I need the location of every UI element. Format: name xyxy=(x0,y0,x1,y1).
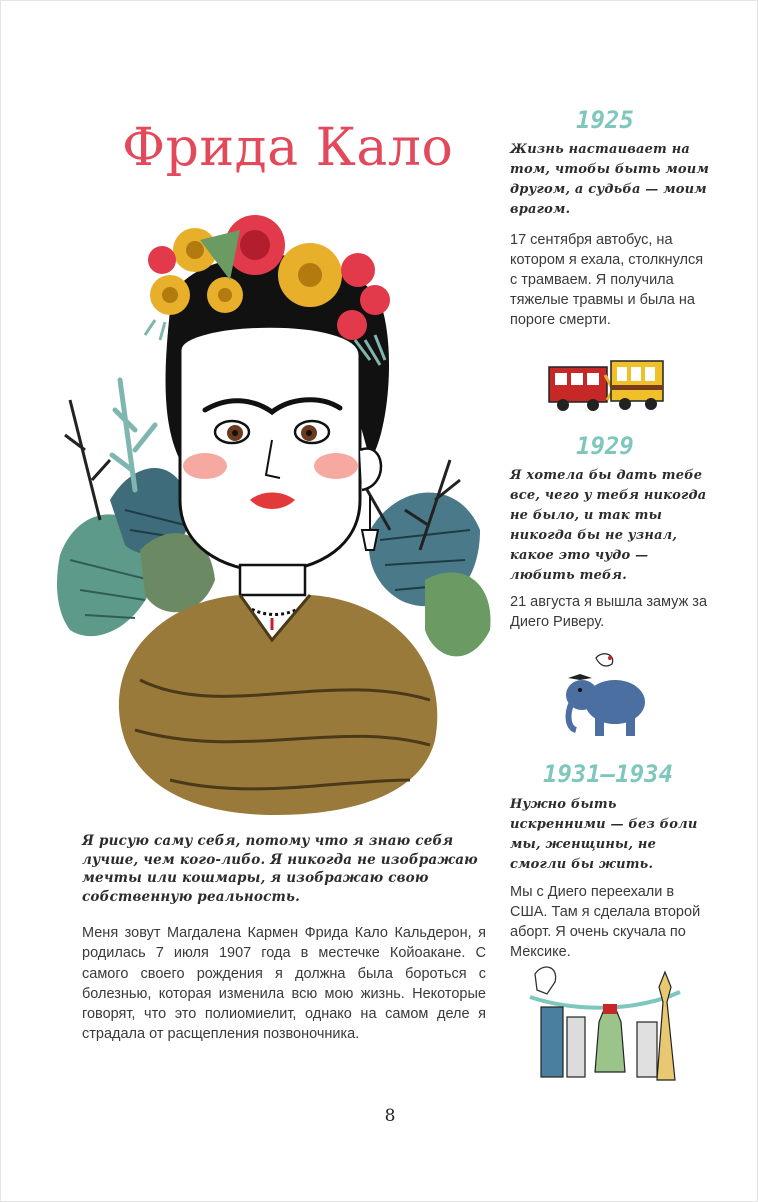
year-1925: 1925 xyxy=(576,106,634,134)
frida-portrait-illustration xyxy=(40,200,500,815)
quote-1929: Я хотела бы дать тебе все, чего у тебя никогда не было, и так ты никогда бы не узнал, какое это чудо — любить тебя. xyxy=(510,468,707,583)
bus-tram-collision-icon xyxy=(545,355,670,417)
main-quote: Я рисую саму себя, потому что я знаю себя лучше, чем кого-либо. Я никогда не изображаю мечты или кошмары, я изображаю свою собственную реальность. xyxy=(82,833,478,905)
usa-mexico-dress-illustration xyxy=(525,962,685,1084)
bio-paragraph: Меня зовут Магдалена Кармен Фрида Кало Кальдерон, я родилась 7 июля 1907 года в местечке Койоакане. С самого своего рождения я должна была бороться с болезнью, которая изменила всю мою жизнь. Некоторые говорят, что это полиомиелит, однако на самом деле я страдала от расщепления позвоночника. xyxy=(82,925,486,1043)
quote-1925: Жизнь настаивает на том, чтобы быть моим другом, а судьба — моим врагом. xyxy=(510,142,710,217)
year-1931-1934: 1931–1934 xyxy=(543,760,674,788)
event-1925: 17 сентября автобус, на котором я ехала, столкнулся с трамваем. Я получила тяжелые травмы и была на пороге смерти. xyxy=(510,232,704,328)
elephant-with-dove-icon xyxy=(560,650,655,740)
page-title: Фрида Кало xyxy=(122,118,454,178)
page-number: 8 xyxy=(384,1106,396,1126)
quote-1931-1934: Нужно быть искренними — без боли мы, женщины, не смогли бы жить. xyxy=(510,797,698,872)
event-1929: 21 августа я вышла замуж за Диего Риверу. xyxy=(510,594,708,630)
event-1931-1934: Мы с Диего переехали в США. Там я сделала второй аборт. Я очень скучала по Мексике. xyxy=(510,884,701,960)
year-1929: 1929 xyxy=(576,432,634,460)
